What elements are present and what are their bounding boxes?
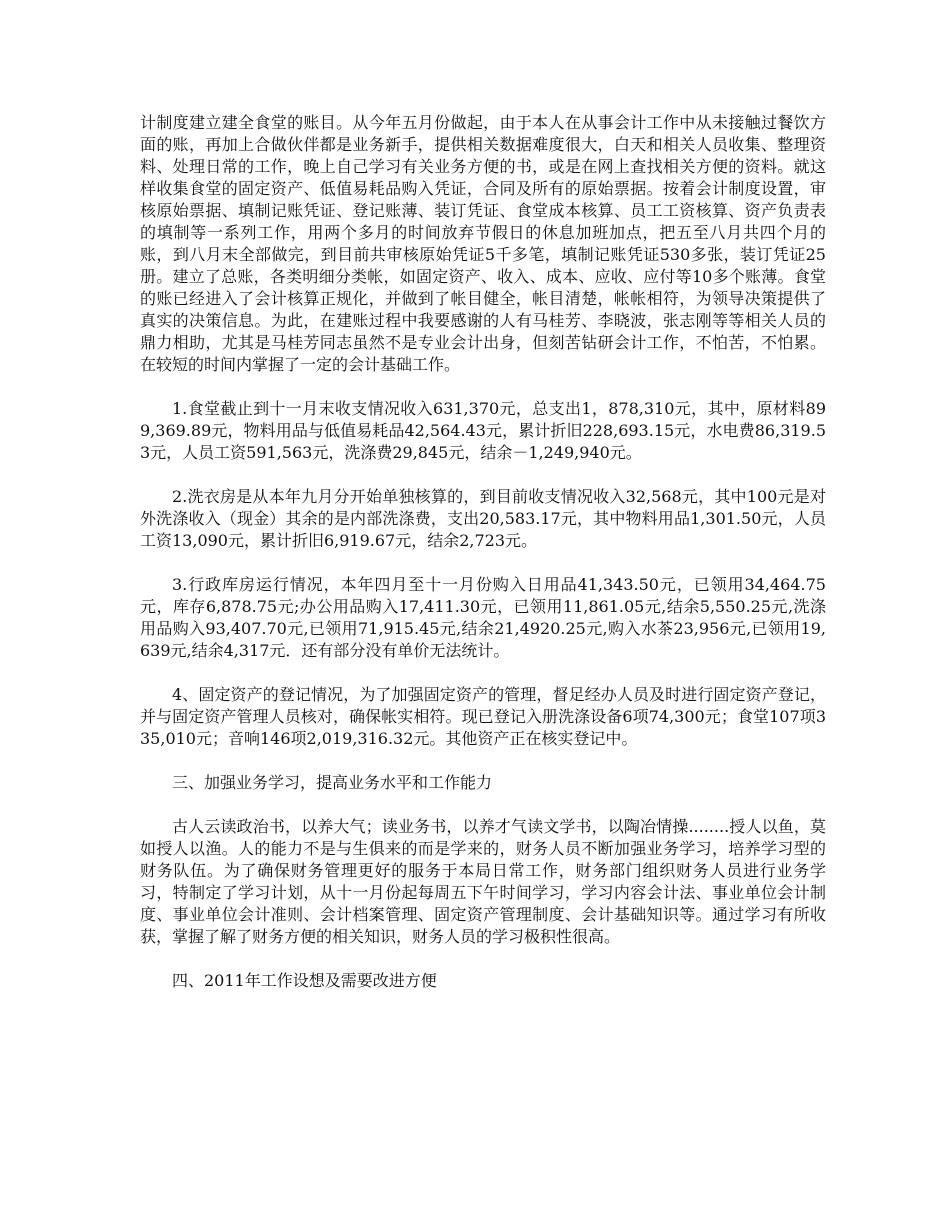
section-heading-2011-plan: 四、2011年工作设想及需要改进方便 [172, 971, 437, 990]
document-body [140, 112, 826, 1014]
paragraph-fixed-assets: 4、固定资产的登记情况，为了加强固定资产的管理，督足经办人员及时进行固定资产登记，并与固定资产管理人员核对，确保帐实相符。现已登记入册洗涤设备6项74,300元；食堂107项335,010元；音响146项2,019,316.32元。其他资产正在核实登记中。 [140, 685, 826, 748]
paragraph-warehouse-operation: 3.行政库房运行情况，本年四月至十一月份购入日用品41,343.50元，已领用34,464.75元，库存6,878.75元;办公用品购入17,411.30元，已领用11,861.05元,结余5,550.25元,洗涤用品购入93,407.70元,已领用71,915.45元,结余21,4920.25元,购入水茶23,956元,已领用19,639元,结余4,317元．还有部分没有单价无法统计。 [140, 575, 826, 660]
section-heading-study: 三、加强业务学习，提高业务水平和工作能力 [172, 773, 493, 792]
paragraph-bookkeeping: 计制度建立建全食堂的账目。从今年五月份做起，由于本人在从事会计工作中从未接触过餐饮方面的账，再加上合做伙伴都是业务新手，提供相关数据难度很大，白天和相关人员收集、整理资料、处理日常的工作，晚上自己学习有关业务方便的书，或是在网上查找相关方便的资料。就这样收集食堂的固定资产、低值易耗品购入凭证，合同及所有的原始票据。按着会计制度设置，审核原始票据、填制记账凭证、登记账薄、装订凭证、食堂成本核算、员工工资核算、资产负责表的填制等一系列工作，用两个多月的时间放弃节假日的休息加班加点，把五至八月共四个月的账，到八月末全部做完，到目前共审核原始凭证5千多笔，填制记账凭证530多张，装订凭证25册。建立了总账，各类明细分类帐，如固定资产、收入、成本、应收、应付等10多个账薄。食堂的账已经进入了会计核算正规化，并做到了帐目健全，帐目清楚，帐帐相符，为领导决策提供了真实的决策信息。为此，在建账过程中我要感谢的人有马桂芳、李晓波，张志刚等等相关人员的鼎力相助，尤其是马桂芳同志虽然不是专业会计出身，但刻苦钻研会计工作，不怕苦，不怕累。在较短的时间内掌握了一定的会计基础工作。 [140, 113, 826, 374]
paragraph-canteen-finance: 1.食堂截止到十一月末收支情况收入631,370元，总支出1，878,310元，其中，原材料899,369.89元，物料用品与低值易耗品42,564.43元，累计折旧228,693.15元，水电费86,319.53元，人员工资591,563元，洗涤费29,845元，结余－1,249,940元。 [140, 399, 826, 462]
paragraph-business-study: 古人云读政治书，以养大气；读业务书，以养才气读文学书，以陶冶情操........授人以鱼，莫如授人以渔。人的能力不是与生俱来的而是学来的，财务人员不断加强业务学习，培养学习型的财务队伍。为了确保财务管理更好的服务于本局日常工作，财务部门组织财务人员进行业务学习，特制定了学习计划，从十一月份起每周五下午时间学习，学习内容会计法、事业单位会计制度、事业单位会计准则、会计档案管理、固定资产管理制度、会计基础知识等。通过学习有所收获，掌握了解了财务方便的相关知识，财务人员的学习极积性很高。 [140, 817, 826, 946]
paragraph-laundry-finance: 2.洗衣房是从本年九月分开始单独核算的，到目前收支情况收入32,568元，其中100元是对外洗涤收入（现金）其余的是内部洗涤费，支出20,583.17元，其中物料用品1,301.50元，人员工资13,090元，累计折旧6,919.67元，结余2,723元。 [140, 487, 826, 550]
